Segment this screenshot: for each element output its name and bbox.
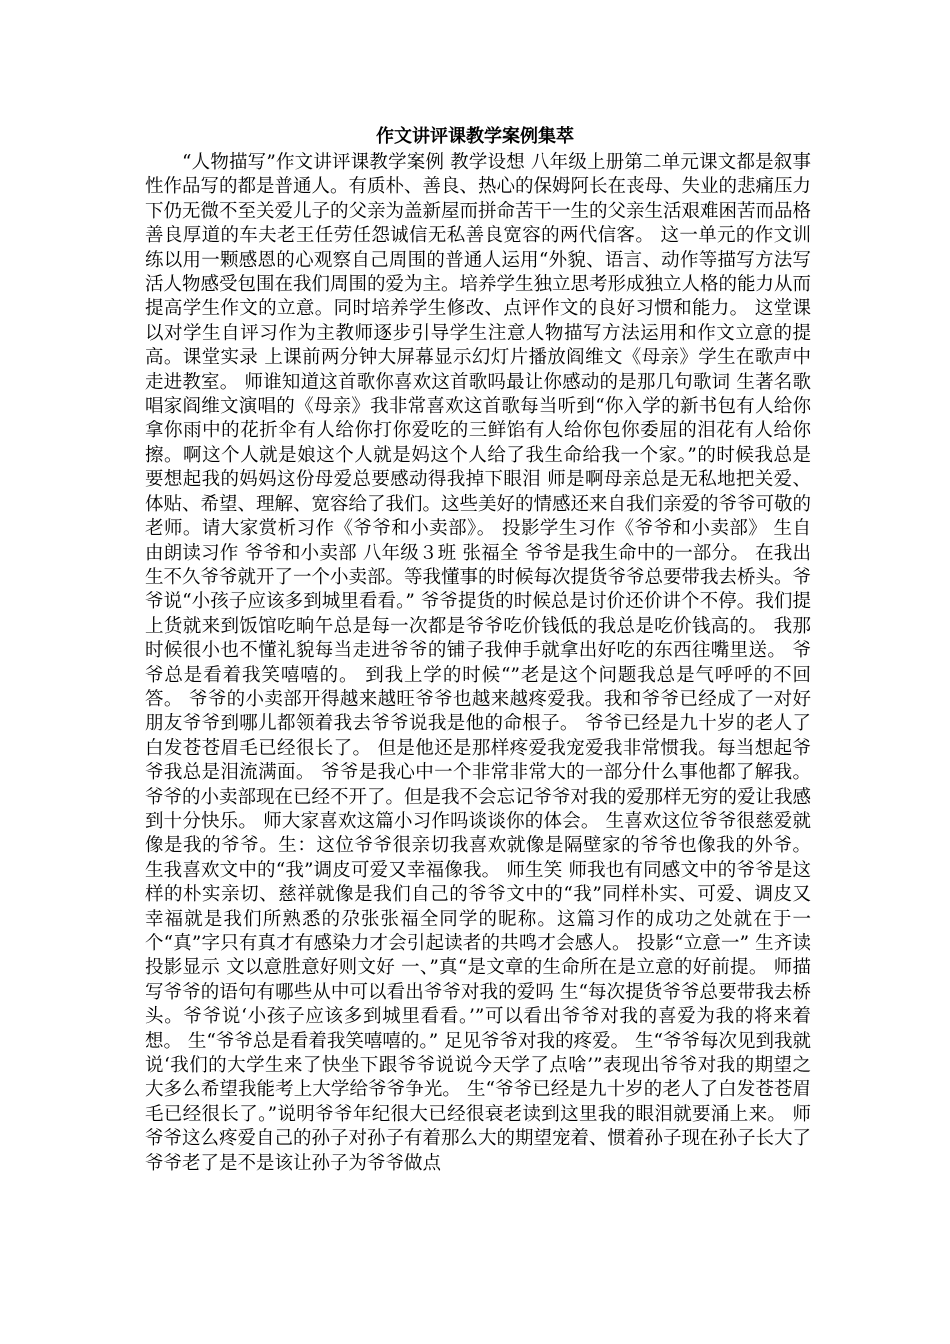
document-body: “人物描写”作文讲评课教学案例 教学设想 八年级上册第二单元课文都是叙事性作品写的都是普通人。有质朴、善良、热心的保姆阿长在丧母、失业的悲痛压力下仍无微不至关爱儿子的父亲为盖新屋而拼命苦干一生的父亲生活艰难困苦而品格善良厚道的车夫老王任劳任怨诚信无私善良宽容的两代信客。 这一单元的作文训练以用一颗感恩的心观察自己周围的普通人运用“外貌、语言、动作等描写方法写活人物感受包围在我们周围的爱为主。培养学生独立思考形成独立人格的能力从而提高学生作文的立意。同时培养学生修改、点评作文的良好习惯和能力。 这堂课以对学生自评习作为主教师逐步引导学生注意人物描写方法运用和作文立意的提高。课堂实录 上课前两分钟大屏幕显示幻灯片播放阎维文《母亲》学生在歌声中走进教室。 师谁知道这首歌你喜欢这首歌吗最让你感动的是那几句歌词 生著名歌唱家阎维文演唱的《母亲》我非常喜欢这首歌每当听到“你入学的新书包有人给你拿你雨中的花折伞有人给你打你爱吃的三鲜馅有人给你包你委屈的泪花有人给你擦。啊这个人就是娘这个人就是妈这个人给了我生命给我一个家。”的时候我总是要想起我的妈妈这份母爱总要感动得我掉下眼泪 师是啊母亲总是无私地把关爱、体贴、希望、理解、宽容给了我们。这些美好的情感还来自我们亲爱的爷爷可敬的老师。请大家赏析习作《爷爷和小卖部》。 投影学生习作《爷爷和小卖部》 生自由朗读习作 爷爷和小卖部 八年级３班 张福全 爷爷是我生命中的一部分。 在我出生不久爷爷就开了一个小卖部。等我懂事的时候每次提货爷爷总要带我去桥头。爷爷说“小孩子应该多到城里看看。” 爷爷提货的时候总是讨价还价讲个不停。我们提上货就来到饭馆吃晌午总是每一次都是爷爷吃价钱低的我总是吃价钱高的。 我那时候很小也不懂礼貌每当走进爷爷的铺子我伸手就拿出好吃的东西往嘴里送。 爷爷总是看着我笑嘻嘻的。 到我上学的时候“”老是这个问题我总是气呼呼的不回答。 爷爷的小卖部开得越来越旺爷爷也越来越疼爱我。我和爷爷已经成了一对好朋友爷爷到哪儿都领着我去爷爷说我是他的命根子。 爷爷已经是九十岁的老人了白发苍苍眉毛已经很长了。 但是他还是那样疼爱我宠爱我非常惯我。每当想起爷爷我总是泪流满面。 爷爷是我心中一个非常非常大的一部分什么事他都了解我。 爷爷的小卖部现在已经不开了。但是我不会忘记爷爷对我的爱那样无穷的爱让我感到十分快乐。 师大家喜欢这篇小习作吗谈谈你的体会。 生喜欢这位爷爷很慈爱就像是我的爷爷。生：这位爷爷很亲切我喜欢就像是隔壁家的爷爷也像我的外爷。 生我喜欢文中的“我”调皮可爱又幸福像我。 师生笑 师我也有同感文中的爷爷是这样的朴实亲切、慈祥就像是我们自己的爷爷文中的“我”同样朴实、可爱、调皮又幸福就是我们所熟悉的尕张张福全同学的昵称。这篇习作的成功之处就在于一个“真”字只有真才有感染力才会引起读者的共鸣才会感人。 投影“立意一” 生齐读投影显示 文以意胜意好则文好 一、”真“是文章的生命所在是立意的好前提。 师描写爷爷的语句有哪些从中可以看出爷爷对我的爱吗 生“每次提货爷爷总要带我去桥头。爷爷说‘小孩子应该多到城里看看。’”可以看出爷爷对我的喜爱为我的将来着想。 生“爷爷总是看着我笑嘻嘻的。” 足见爷爷对我的疼爱。 生“爷爷每次见到我就说‘我们的大学生来了快坐下跟爷爷说说今天学了点啥’”表现出爷爷对我的期望之大多么希望我能考上大学给爷爷争光。 生“爷爷已经是九十岁的老人了白发苍苍眉毛已经很长了。”说明爷爷年纪很大已经很衰老读到这里我的眼泪就要涌上来。 师爷爷这么疼爱自己的孙子对孙子有着那么大的期望宠着、惯着孙子现在孙子长大了爷爷老了是不是该让孙子为爷爷做点 [145, 152, 812, 1174]
document-title: 作文讲评课教学案例集萃 [376, 126, 574, 147]
